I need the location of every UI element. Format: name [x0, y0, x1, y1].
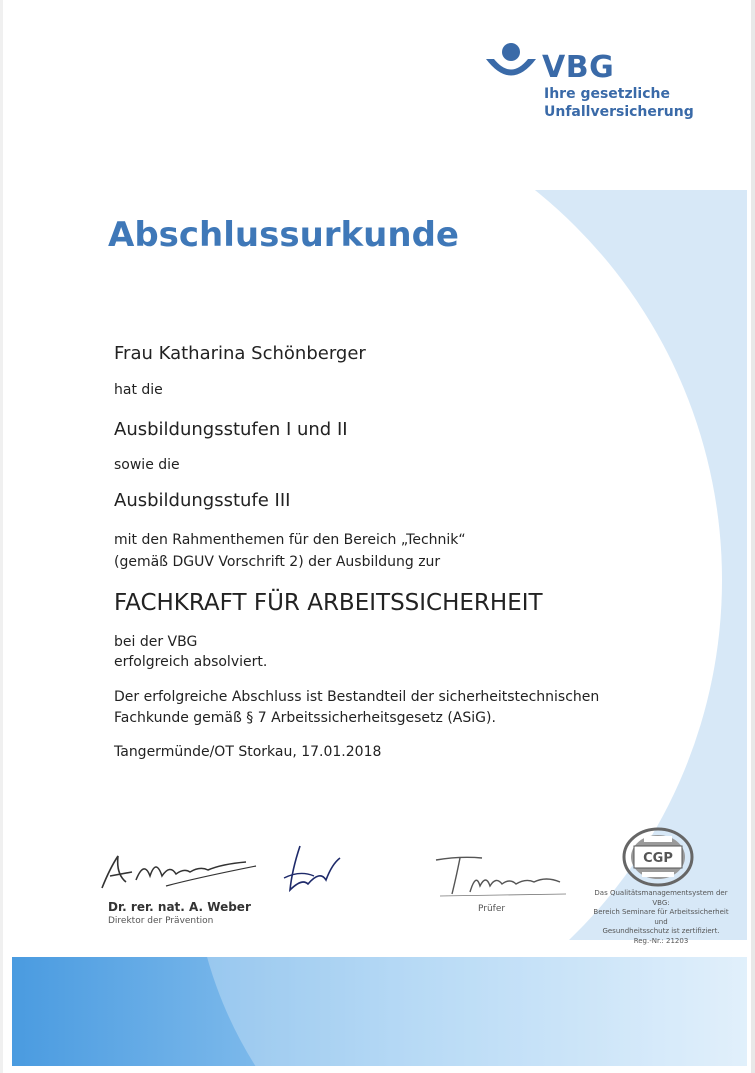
certificate-title: Abschlussurkunde	[108, 215, 459, 255]
second-signature	[280, 840, 350, 896]
signer-role: Direktor der Prävention	[108, 916, 214, 926]
note-line-2: Fachkunde gemäß § 7 Arbeitssicherheitsgesetz (ASiG).	[114, 710, 496, 726]
seal-text-line1: Das Qualitätsmanagementsystem der VBG:	[594, 889, 728, 907]
seal-text-line3: Gesundheitsschutz ist zertifiziert.	[602, 927, 720, 935]
left-edge	[0, 0, 3, 1073]
training-level-2: Ausbildungsstufe III	[114, 490, 291, 511]
bottom-band	[12, 957, 747, 1066]
completion-line-1: bei der VBG	[114, 634, 198, 650]
as-well-as-text: sowie die	[114, 457, 180, 473]
qualification-title: FACHKRAFT FÜR ARBEITSSICHERHEIT	[114, 590, 543, 616]
signer-name: Dr. rer. nat. A. Weber	[108, 900, 251, 914]
examiner-label: Prüfer	[478, 904, 506, 914]
note-line-1: Der erfolgreiche Abschluss ist Bestandteil der sicherheitstechnischen	[114, 689, 600, 705]
themes-line-1: mit den Rahmenthemen für den Bereich „Technik“	[114, 532, 466, 548]
bottom-band-arc	[192, 957, 747, 1066]
place-and-date: Tangermünde/OT Storkau, 17.01.2018	[114, 744, 382, 760]
logo-subtitle-line1: Ihre gesetzliche	[544, 86, 670, 102]
director-signature	[96, 846, 266, 896]
completion-line-2: erfolgreich absolviert.	[114, 654, 268, 670]
vbg-logo-icon	[484, 42, 538, 86]
logo-subtitle-line2: Unfallversicherung	[544, 104, 694, 120]
examiner-signature	[430, 852, 570, 900]
right-edge	[751, 0, 755, 1073]
themes-line-2: (gemäß DGUV Vorschrift 2) der Ausbildung zur	[114, 554, 441, 570]
training-level-1: Ausbildungsstufen I und II	[114, 419, 348, 440]
seal-text-line2: Bereich Seminare für Arbeitssicherheit und	[593, 908, 729, 926]
svg-text:CGP: CGP	[643, 851, 673, 866]
logo-name: VBG	[542, 50, 615, 85]
has-the-text: hat die	[114, 382, 163, 398]
certification-seal-icon	[620, 826, 696, 888]
recipient-name: Frau Katharina Schönberger	[114, 343, 366, 364]
seal-text	[587, 889, 735, 946]
seal-text-line4: Reg.-Nr.: 21203	[633, 936, 689, 945]
